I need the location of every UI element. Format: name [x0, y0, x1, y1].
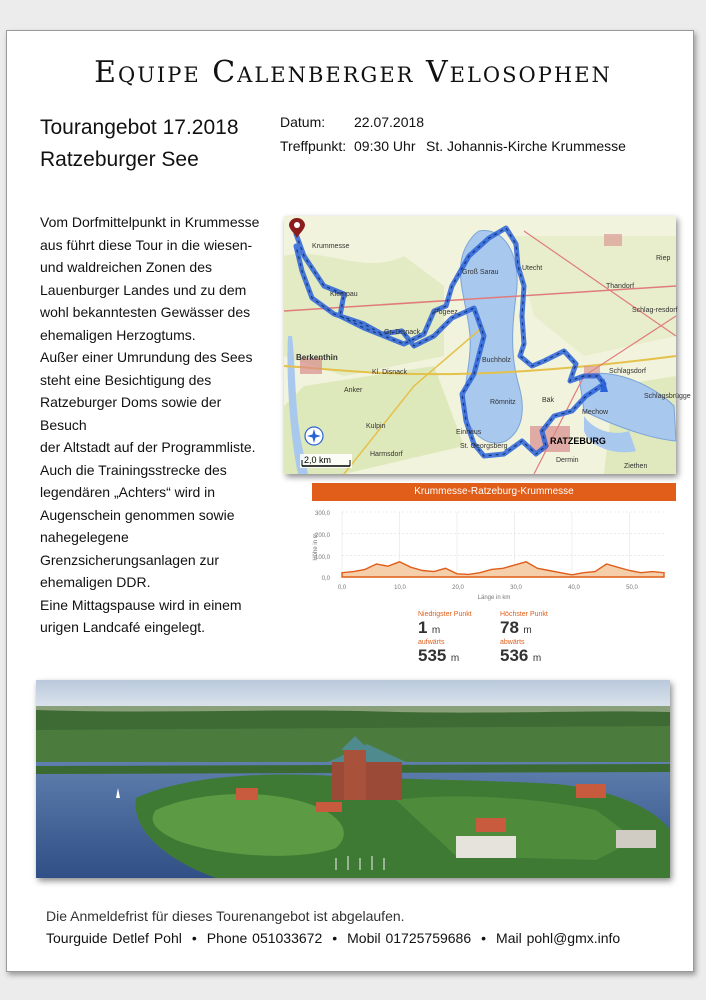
stat-value: 536 — [500, 646, 529, 665]
desc-line: legendären „Achters“ wird in — [40, 484, 216, 500]
stat-label: abwärts — [500, 639, 525, 646]
place-label: Anker — [344, 387, 363, 394]
meeting-label: Treffpunkt: — [280, 138, 347, 154]
stat-label: aufwärts — [418, 639, 445, 646]
place-label: Ziethen — [624, 463, 648, 470]
place-label: Gr. Disnack — [384, 329, 421, 336]
profile-xtick: 10,0 — [394, 585, 406, 591]
phone-number[interactable]: Phone 051033672 — [206, 930, 323, 946]
place-label: Klempau — [330, 291, 358, 298]
ratzeburg-photo — [36, 680, 670, 878]
desc-line: Eine Mittagspause wird in einem — [40, 596, 242, 613]
profile-ytick: 300,0 — [314, 511, 330, 517]
desc-line: der Altstadt auf der Programmliste. — [40, 439, 256, 455]
place-label: Riep — [656, 255, 671, 262]
stat-descent — [500, 639, 541, 666]
tour-name: Ratzeburger See — [40, 148, 199, 171]
desc-line: steht eine Besichtigung des — [40, 371, 212, 388]
profile-xtick: 40,0 — [568, 585, 580, 591]
stat-label: Niedrigster Punkt — [418, 611, 472, 618]
place-label: Bäk — [542, 397, 555, 404]
email-link[interactable]: Mail pohl@gmx.info — [496, 930, 621, 946]
desc-line: Außer einer Umrundung des Sees — [40, 349, 253, 365]
desc-line: ehemaligen Herzogtums. — [40, 326, 196, 343]
tourguide-name: Tourguide Detlef Pohl — [46, 930, 182, 946]
profile-xtick: 0,0 — [337, 585, 347, 591]
profile-chart — [312, 501, 676, 603]
profile-xtick: 50,0 — [626, 585, 638, 591]
stat-lowest — [418, 611, 472, 638]
tour-heading — [40, 112, 239, 176]
meeting-place: St. Johannis-Kirche Krummesse — [426, 138, 626, 154]
place-label: RATZEBURG — [550, 436, 606, 446]
desc-line: Augenschein genommen sowie — [40, 506, 235, 523]
profile-xlabel: Länge in km — [477, 595, 511, 601]
contact-line — [46, 930, 620, 946]
tour-meta — [280, 110, 626, 158]
date-label: Datum: — [280, 114, 326, 130]
desc-line: und waldreichen Zonen des — [40, 259, 213, 275]
stat-unit: m — [523, 625, 532, 636]
desc-line: nahegelegene — [40, 529, 129, 545]
elevation-profile — [312, 483, 676, 603]
profile-ytick: 0,0 — [321, 576, 330, 582]
profile-ytick: 100,0 — [314, 555, 330, 561]
place-label: Einhaus — [456, 429, 482, 436]
place-label: Römnitz — [490, 399, 516, 406]
place-label: Utecht — [522, 265, 543, 272]
desc-line: urigen Landcafé eingelegt. — [40, 619, 206, 635]
stat-unit: m — [450, 653, 460, 664]
lake-ratzeburger-see — [460, 230, 522, 443]
stat-label: Höchster Punkt — [500, 611, 548, 618]
desc-line: wohl bekanntesten Gewässer des — [40, 304, 251, 320]
route-map-svg — [284, 216, 691, 474]
map-scale-label: 2,0 km — [304, 455, 332, 465]
place-label: Groß Sarau — [462, 269, 499, 276]
route-map — [284, 216, 691, 474]
desc-line: aus führt diese Tour in die wiesen- — [40, 236, 253, 253]
profile-xtick: 20,0 — [452, 585, 464, 591]
desc-line: Vom Dorfmittelpunkt in Krummesse — [40, 214, 260, 230]
profile-ylabel: Höhe in m — [313, 533, 319, 561]
compass-icon — [305, 427, 323, 445]
separator: • — [481, 930, 487, 946]
place-label: Mechow — [582, 409, 609, 416]
profile-xtick: 30,0 — [510, 585, 522, 591]
stat-value: 78 — [500, 618, 519, 637]
stat-ascent — [418, 639, 459, 666]
route-stats — [418, 611, 618, 671]
place-label: Buchholz — [482, 357, 511, 364]
place-label: Harmsdorf — [370, 451, 403, 458]
place-label: Berkenthin — [296, 353, 338, 362]
separator: • — [191, 930, 197, 946]
stat-value: 535 — [418, 646, 447, 665]
place-label: Krummesse — [312, 243, 350, 250]
desc-line: Grenzsicherungsanlagen zur — [40, 551, 219, 568]
registration-notice: Die Anmeldefrist für dieses Tourenangebot ist abgelaufen. — [46, 908, 405, 924]
place-label: Kl. Disnack — [372, 369, 408, 376]
place-label: St. Georgsberg — [460, 443, 508, 450]
mobile-number[interactable]: Mobil 01725759686 — [347, 930, 472, 946]
profile-area — [342, 562, 664, 577]
tour-offer: Tourangebot 17.2018 — [40, 116, 239, 139]
desc-line: Lauenburger Landes und zu dem — [40, 281, 247, 298]
place-label: Schlagsbrügge — [644, 393, 691, 400]
stat-unit: m — [431, 625, 441, 636]
desc-line: ehemaligen DDR. — [40, 574, 151, 590]
ratzeburg-photo-svg — [36, 680, 670, 878]
date-value: 22.07.2018 — [354, 114, 425, 130]
separator: • — [332, 930, 338, 946]
desc-line: Ratzeburger Doms sowie der Besuch — [40, 394, 222, 433]
stat-value: 1 — [418, 618, 428, 637]
place-label: Schlag-resdorf — [632, 307, 678, 314]
club-title: Equipe Calenberger Velosophen — [94, 55, 612, 90]
place-label: Dermin — [556, 457, 579, 464]
stat-highest — [500, 611, 548, 638]
meeting-time: 09:30 Uhr — [354, 138, 416, 154]
stat-unit: m — [532, 653, 542, 664]
place-label: Pogeez — [434, 309, 458, 316]
place-label: Kulpin — [366, 423, 386, 430]
place-label: Schlagsdorf — [609, 368, 646, 375]
tour-description — [40, 211, 262, 639]
place-label: Thandorf — [606, 283, 635, 290]
profile-title: Krummesse-Ratzeburg-Krummesse — [312, 483, 676, 501]
profile-ytick: 200,0 — [314, 533, 330, 539]
desc-line: Auch die Trainingsstrecke des — [40, 461, 227, 478]
